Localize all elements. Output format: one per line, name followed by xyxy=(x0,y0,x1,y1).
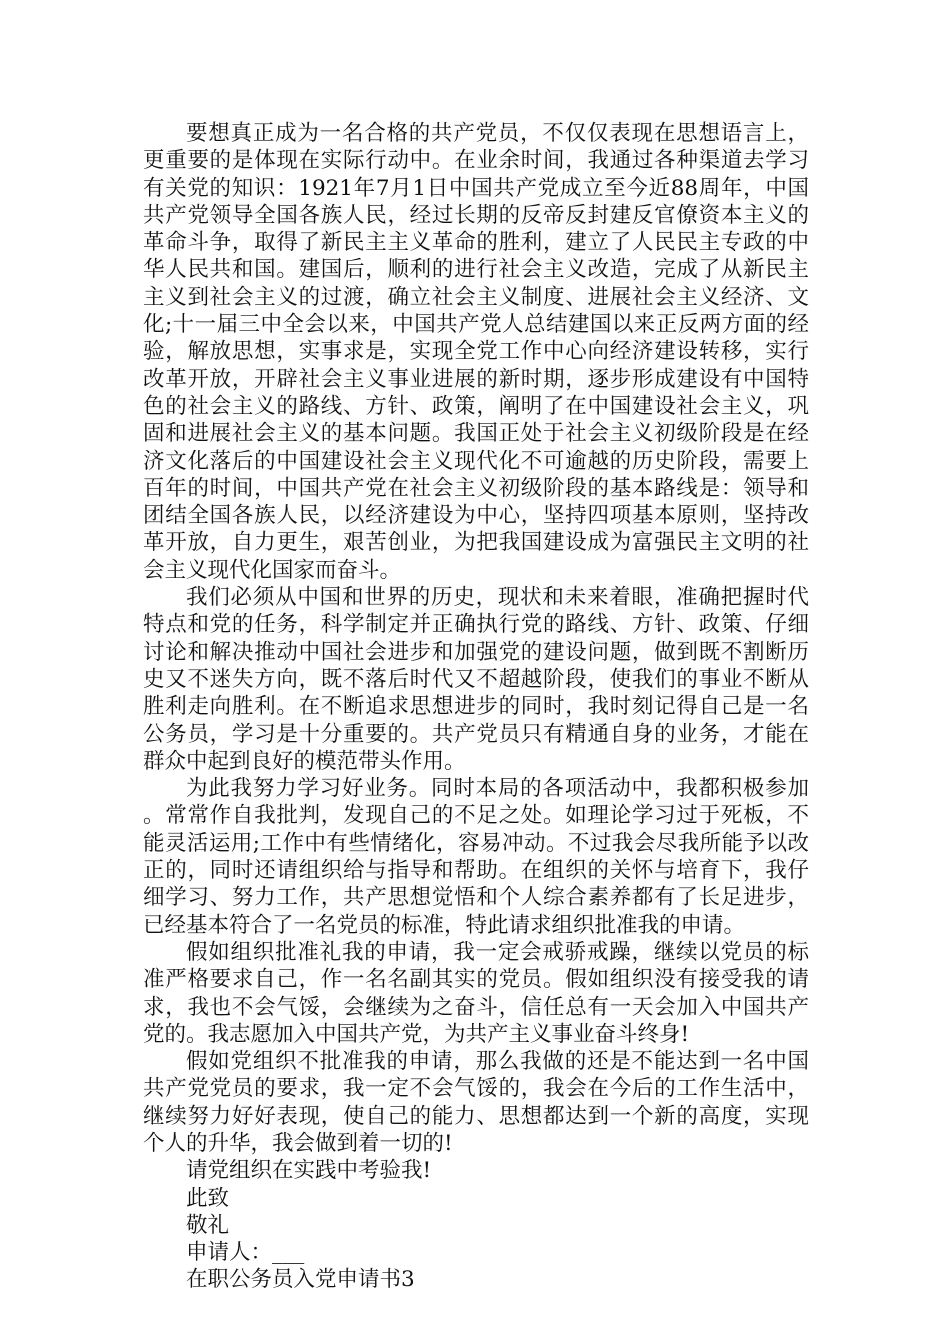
paragraph-2: 我们必须从中国和世界的历史，现状和未来着眼，准确把握时代特点和党的任务，科学制定并正确执行党的路线、方针、政策、仔细讨论和解决推动中国社会进步和加强党的建设问题，做到既不割断历史又不迷失方向，既不落后时代又不超越阶段，使我们的事业不断从胜利走向胜利。在不断追求思想进步的同时，我时刻记得自己是一名公务员，学习是十分重要的。共产党员只有精通自身的业务，才能在群众中起到良好的模范带头作用。 xyxy=(143,585,809,774)
paragraph-5: 假如党组织不批准我的申请，那么我做的还是不能达到一名中国共产党党员的要求，我一定不会气馁的，我会在今后的工作生活中，继续努力好好表现，使自己的能力、思想都达到一个新的高度，实现个人的升华，我会做到着一切的! xyxy=(143,1049,809,1156)
paragraph-3: 为此我努力学习好业务。同时本局的各项活动中，我都积极参加。常常作自我批判，发现自己的不足之处。如理论学习过于死板，不能灵活运用;工作中有些情绪化，容易冲动。不过我会尽我所能予以改正的，同时还请组织给与指导和帮助。在组织的关怀与培育下，我仔细学习、努力工作，共产思想觉悟和个人综合素养都有了长足进步，已经基本符合了一名党员的标准，特此请求组织批准我的申请。 xyxy=(143,776,809,938)
next-document-title: 在职公务员入党申请书3 xyxy=(186,1267,415,1293)
paragraph-1: 要想真正成为一名合格的共产党员，不仅仅表现在思想语言上，更重要的是体现在实际行动中。在业余时间，我通过各种渠道去学习有关党的知识：1921年7月1日中国共产党成立至今近88周年，中国共产党领导全国各族人民，经过长期的反帝反封建反官僚资本主义的革命斗争，取得了新民主主义革命的胜利，建立了人民民主专政的中华人民共和国。建国后，顺利的进行社会主义改造，完成了从新民主主义到社会主义的过渡，确立社会主义制度、进展社会主义经济、文化;十一届三中全会以来，中国共产党人总结建国以来正反两方面的经验，解放思想，实事求是，实现全党工作中心向经济建设转移，实行改革开放，开辟社会主义事业进展的新时期，逐步形成建设有中国特色的社会主义的路线、方针、政策，阐明了在中国建设社会主义，巩固和进展社会主义的基本问题。我国正处于社会主义初级阶段是在经济文化落后的中国建设社会主义现代化不可逾越的历史阶段，需要上百年的时间，中国共产党在社会主义初级阶段的基本路线是：领导和团结全国各族人民，以经济建设为中心，坚持四项基本原则，坚持改革开放，自力更生，艰苦创业，为把我国建设成为富强民主文明的社会主义现代化国家而奋斗。 xyxy=(143,121,809,583)
closing-salutation: 此致 xyxy=(186,1185,230,1211)
closing-regards: 敬礼 xyxy=(186,1212,230,1238)
closing-request: 请党组织在实践中考验我! xyxy=(186,1158,432,1184)
paragraph-4: 假如组织批准礼我的申请，我一定会戒骄戒躁，继续以党员的标准严格要求自己，作一名名副其实的党员。假如组织没有接受我的请求，我也不会气馁，会继续为之奋斗，信任总有一天会加入中国共产党的。我志愿加入中国共产党，为共产主义事业奋斗终身! xyxy=(143,939,809,1047)
applicant-signature: 申请人：___ xyxy=(186,1240,305,1266)
document-page xyxy=(143,120,809,1294)
